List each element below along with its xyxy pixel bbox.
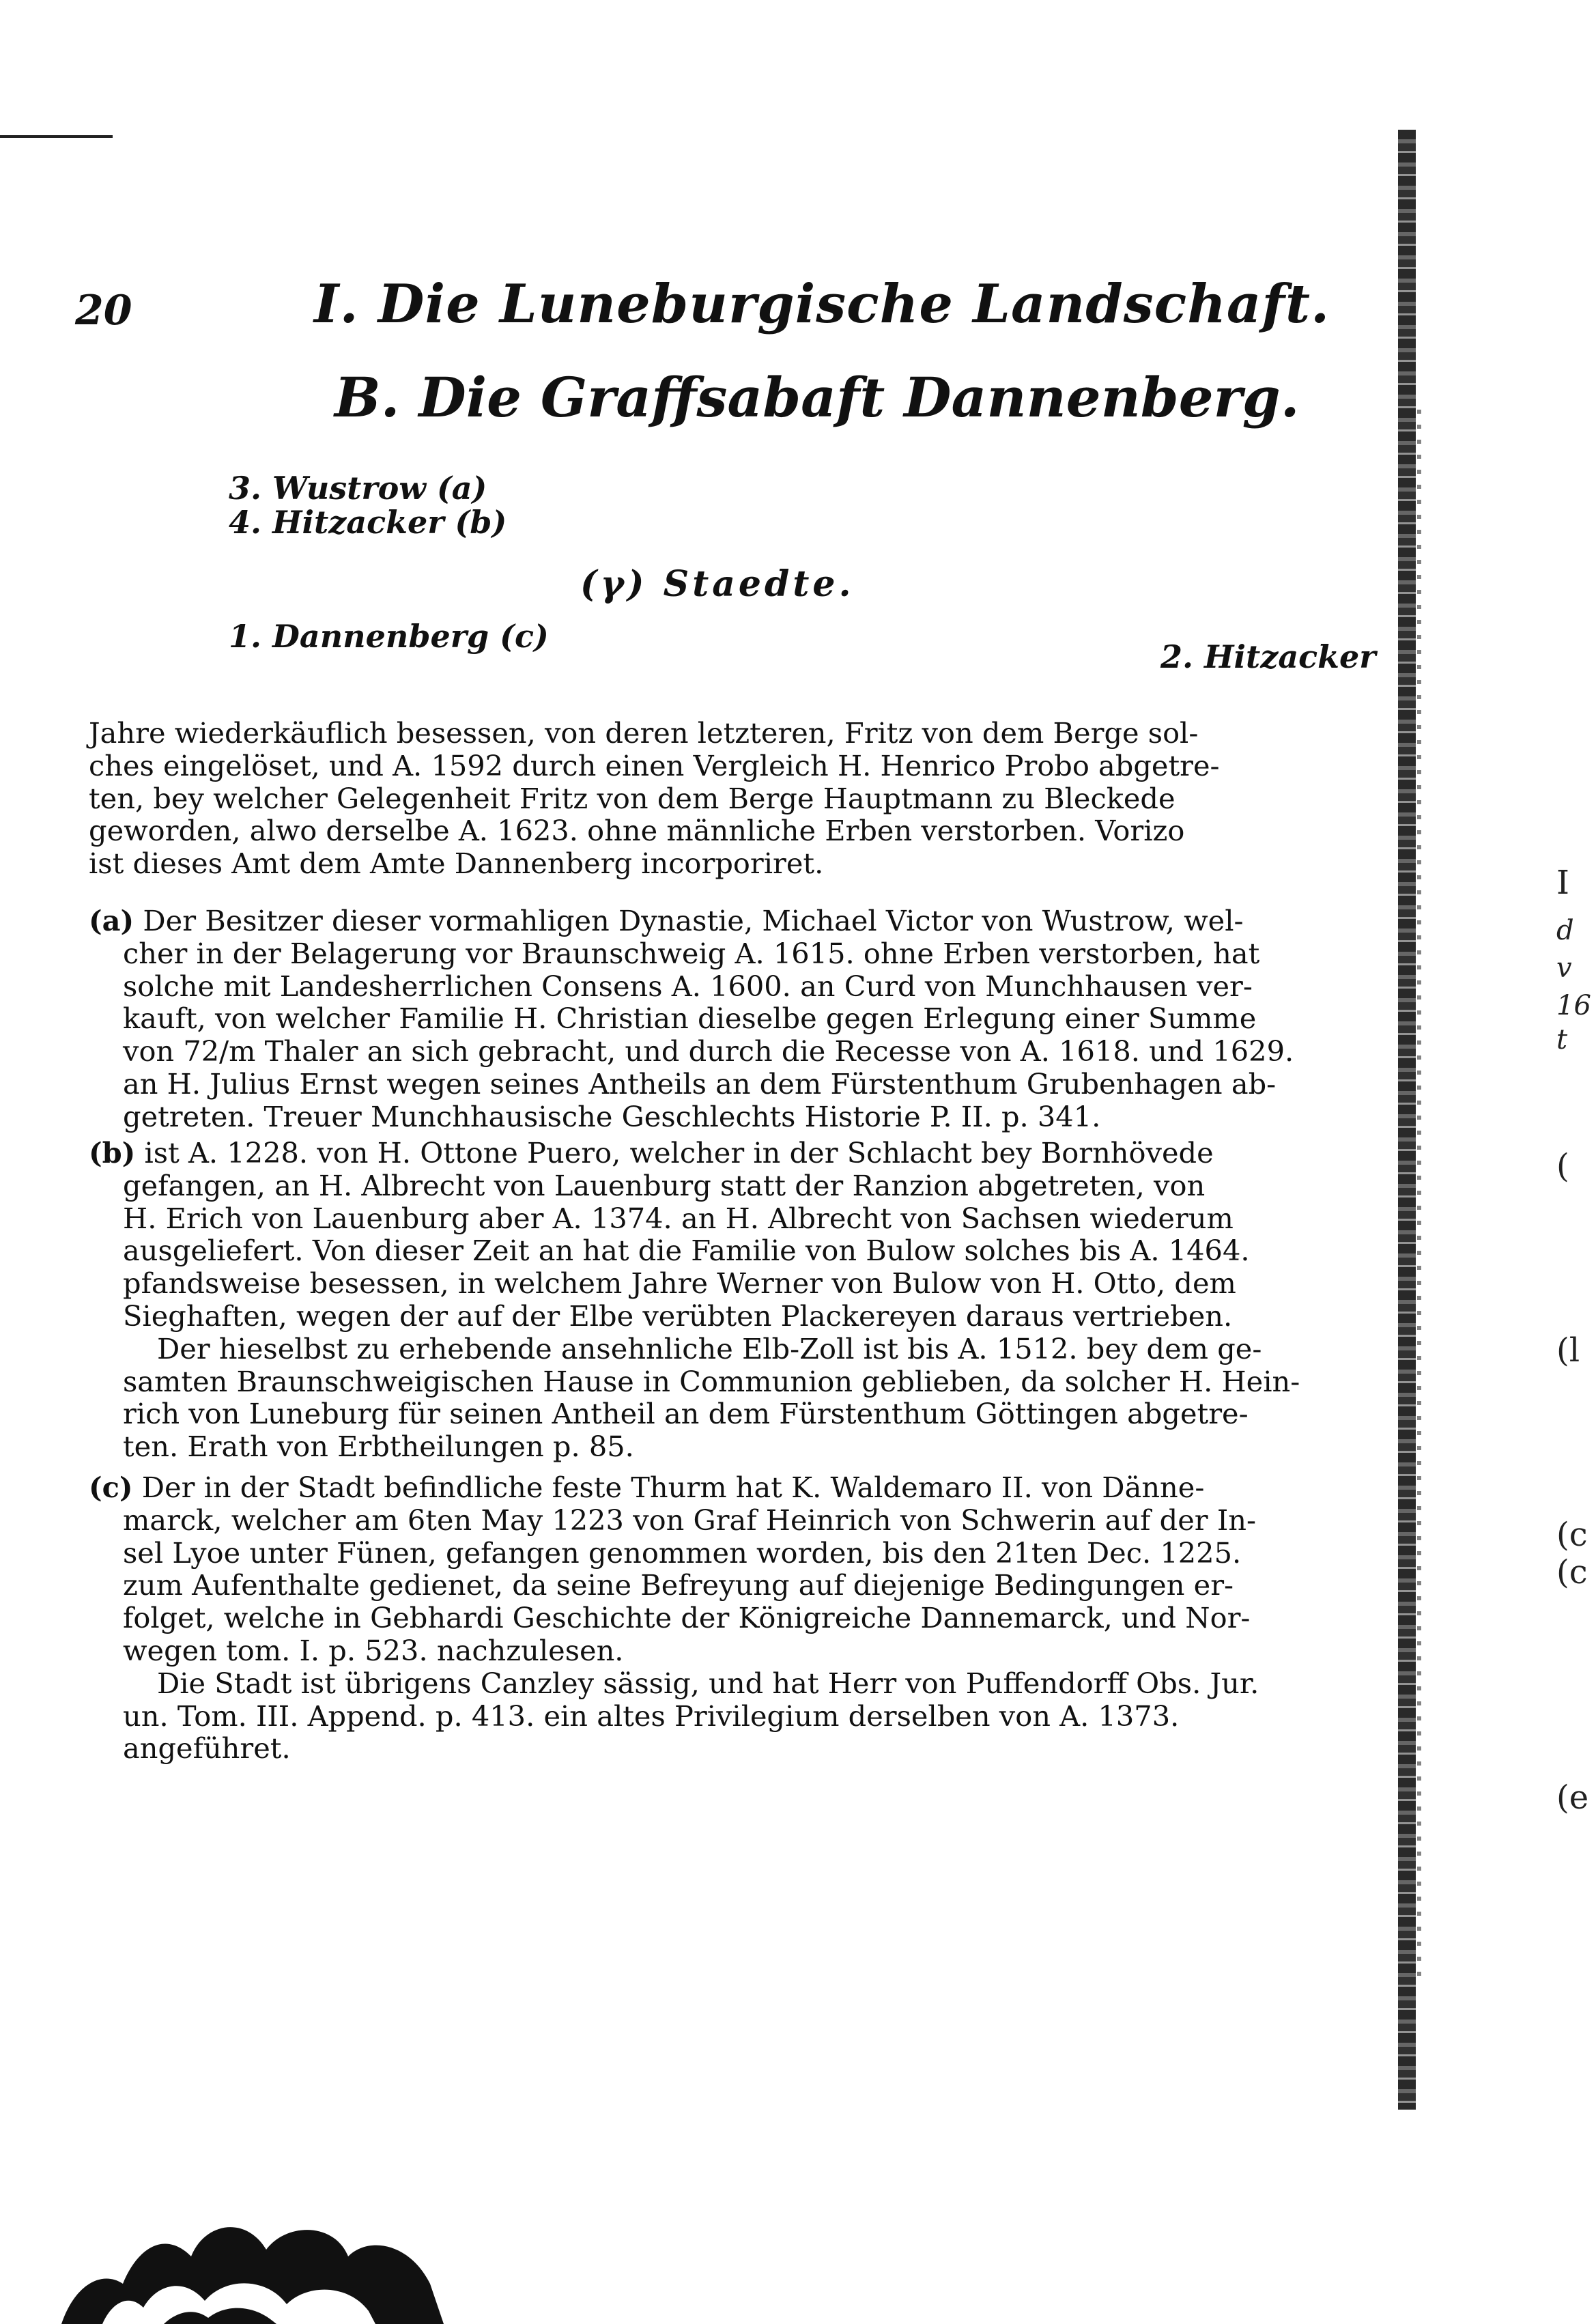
list-item-hitzacker-city: 2. Hitzacker: [1160, 638, 1376, 675]
footnote-text: Der in der Stadt befindliche feste Thurm hat K. Waldemaro II. von Dänne-: [141, 1471, 1205, 1504]
text-line: zum Aufenthalte gedienet, da seine Befreyung auf diejenige Bedingungen er-: [123, 1568, 1234, 1602]
text-line: getreten. Treuer Munchhausische Geschlechts Historie P. II. p. 341.: [123, 1099, 1101, 1133]
section-title: B. Die Graffsabaft Dannenberg.: [334, 365, 1300, 429]
footnote-mark: (b): [89, 1136, 136, 1170]
footnote-first-line: [89, 905, 1379, 937]
text-line: wegen tom. I. p. 523. nachzulesen.: [123, 1633, 624, 1667]
text-line: cher in der Belagerung vor Braunschweig A. 1615. ohne Erben verstorben, hat: [123, 936, 1260, 970]
bleed-char: (c: [1556, 1553, 1588, 1591]
text-line: samten Braunschweigischen Hause in Communion geblieben, da solcher H. Hein-: [123, 1364, 1300, 1398]
text-line: von 72/m Thaler an sich gebracht, und durch die Recesse von A. 1618. und 1629.: [123, 1034, 1294, 1068]
text-line: kauft, von welcher Familie H. Christian dieselbe gegen Erlegung einer Summe: [123, 1002, 1257, 1036]
text-line: Der hieselbst zu erhebende ansehnliche Elb-Zoll ist bis A. 1512. bey dem ge-: [157, 1331, 1262, 1365]
body-text: [89, 717, 1379, 880]
bleed-char: d: [1556, 915, 1574, 946]
footnote-mark: (a): [89, 904, 134, 937]
footnote-first-line: [89, 1137, 1379, 1170]
list-item-dannenberg: 1. Dannenberg (c): [229, 618, 549, 655]
footnote-text: Der Besitzer dieser vormahligen Dynastie, Michael Victor von Wustrow, wel-: [143, 904, 1244, 937]
footnote-mark: (c): [89, 1471, 133, 1504]
text-line: Die Stadt ist übrigens Canzley sässig, und hat Herr von Puffendorff Obs. Jur.: [157, 1666, 1259, 1700]
list-item-wustrow: 3. Wustrow (a): [229, 470, 487, 507]
text-line: pfandsweise besessen, in welchem Jahre Werner von Bulow von H. Otto, dem: [123, 1266, 1236, 1301]
bleed-char: 16: [1556, 990, 1591, 1021]
text-line: un. Tom. III. Append. p. 413. ein altes Privilegium derselben von A. 1373.: [123, 1699, 1180, 1733]
text-line: geworden, alwo derselbe A. 1623. ohne männliche Erben verstorben. Vorizo: [89, 814, 1185, 848]
bleed-char: v: [1556, 952, 1572, 984]
bleed-char: (c: [1556, 1516, 1588, 1554]
text-line: solche mit Landesherrlichen Consens A. 1600. an Curd von Munchhausen ver-: [123, 969, 1253, 1003]
text-line: Sieghaften, wegen der auf der Elbe verübten Plackereyen daraus vertrieben.: [123, 1299, 1233, 1333]
bleed-char: t: [1556, 1024, 1568, 1055]
text-line: folget, welche in Gebhardi Geschichte der Königreiche Dannemarck, und Nor-: [123, 1601, 1251, 1635]
text-line: Jahre wiederkäuflich besessen, von deren letzteren, Fritz von dem Berge sol-: [89, 716, 1199, 750]
text-line: gefangen, an H. Albrecht von Lauenburg statt der Ranzion abgetreten, von: [123, 1168, 1206, 1202]
text-line: H. Erich von Lauenburg aber A. 1374. an H. Albrecht von Sachsen wiederum: [123, 1201, 1234, 1235]
page-number: 20: [75, 287, 132, 335]
text-line: ist dieses Amt dem Amte Dannenberg incorporiret.: [89, 847, 824, 881]
footnote-a: [89, 905, 1379, 1133]
bleed-char: (: [1556, 1147, 1569, 1185]
text-line: sel Lyoe unter Fünen, gefangen genommen worden, bis den 21ten Dec. 1225.: [123, 1535, 1242, 1570]
bleed-char: I: [1556, 864, 1569, 902]
text-line: ausgeliefert. Von dieser Zeit an hat die Familie von Bulow solches bis A. 1464.: [123, 1234, 1250, 1268]
scan-rule: [0, 135, 113, 138]
bleed-char: (l: [1556, 1331, 1580, 1370]
bleed-char: (e: [1556, 1779, 1589, 1817]
text-line: rich von Luneburg für seinen Antheil an dem Fürstenthum Göttingen abgetre-: [123, 1397, 1249, 1431]
list-item-hitzacker: 4. Hitzacker (b): [229, 504, 507, 541]
text-line: ten, bey welcher Gelegenheit Fritz von dem Berge Hauptmann zu Bleckede: [89, 781, 1175, 815]
subheading-staedte: (γ) Staedte.: [580, 563, 855, 605]
footnote-c: [89, 1471, 1379, 1765]
text-line: an H. Julius Ernst wegen seines Antheils an dem Fürstenthum Grubenhagen ab-: [123, 1066, 1277, 1101]
text-line: marck, welcher am 6ten May 1223 von Graf Heinrich von Schwerin auf der In-: [123, 1503, 1256, 1537]
text-line: angeführet.: [123, 1731, 291, 1766]
running-head: I. Die Luneburgische Landschaft.: [314, 273, 1330, 335]
footnote-b: [89, 1137, 1379, 1463]
footnote-first-line: [89, 1471, 1379, 1504]
ornament-icon: [48, 2181, 457, 2324]
book-binding-shadow: [1398, 130, 1416, 2110]
text-line: ten. Erath von Erbtheilungen p. 85.: [123, 1430, 634, 1464]
binding-edge: [1417, 410, 1421, 1980]
text-line: ches eingelöset, und A. 1592 durch einen Vergleich H. Henrico Probo abgetre-: [89, 748, 1220, 782]
footnote-text: ist A. 1228. von H. Ottone Puero, welcher in der Schlacht bey Bornhövede: [144, 1136, 1214, 1170]
